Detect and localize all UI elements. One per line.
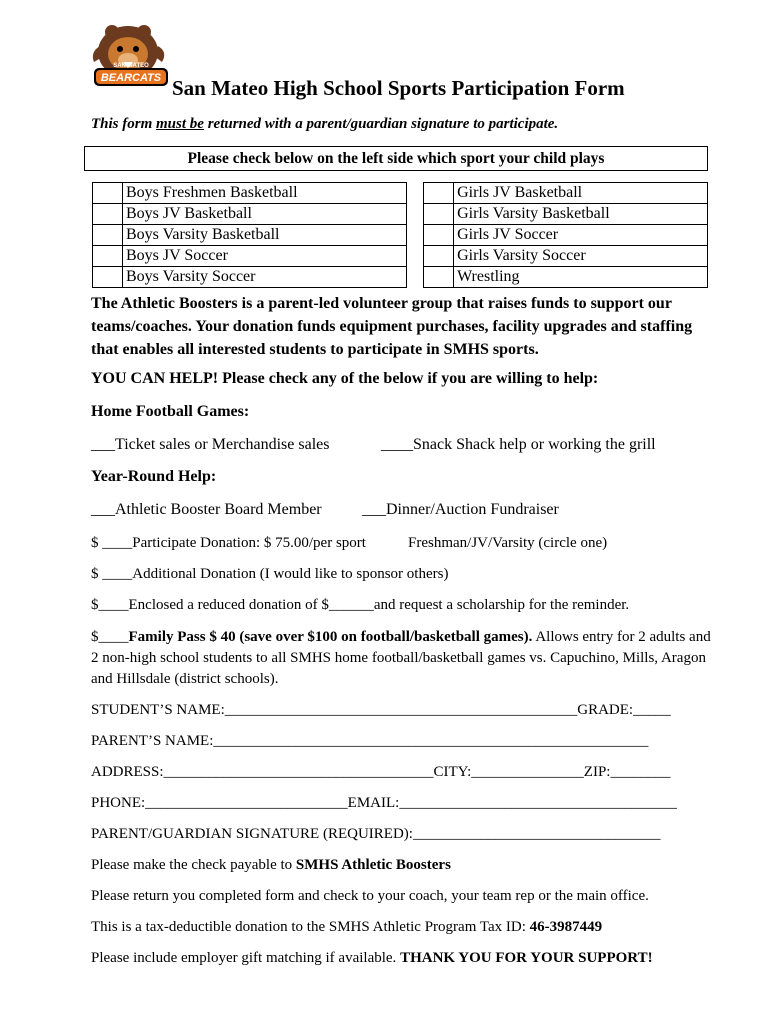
sport-checkbox[interactable] — [424, 204, 454, 225]
sport-checkbox[interactable] — [93, 225, 123, 246]
sport-label: Girls Varsity Soccer — [454, 246, 708, 267]
reduced-donation-line[interactable]: $____Enclosed a reduced donation of $______and request a scholarship for the reminder. — [91, 597, 630, 613]
dinner-auction-option[interactable]: ___Dinner/Auction Fundraiser — [362, 501, 559, 518]
tax-note: This is a tax-deductible donation to the SMHS Athletic Program Tax ID: 46-3987449 — [91, 919, 603, 935]
sport-label: Boys Varsity Soccer — [123, 267, 407, 288]
level-circle-text: Freshman/JV/Varsity (circle one) — [408, 535, 608, 551]
sport-label: Girls JV Soccer — [454, 225, 708, 246]
page-title: San Mateo High School Sports Participation Form — [172, 76, 625, 100]
table-row — [93, 204, 708, 225]
sport-label: Boys Freshmen Basketball — [123, 183, 407, 204]
svg-text:SAN MATEO: SAN MATEO — [113, 63, 149, 69]
home-games-heading: Home Football Games: — [91, 403, 250, 420]
boosters-intro: The Athletic Boosters is a parent-led volunteer group that raises funds to support our teams/coaches. Your donation funds equipment purchases, facility upgrades and staffing that enables all interested students to participate in SMHS sports. — [91, 295, 693, 358]
student-name-field[interactable]: STUDENT’S NAME:_______________________________________________GRADE:_____ — [91, 702, 671, 718]
sport-label: Boys JV Soccer — [123, 246, 407, 267]
sport-checkbox[interactable] — [424, 183, 454, 204]
sport-label: Girls Varsity Basketball — [454, 204, 708, 225]
table-row — [93, 225, 708, 246]
table-row — [93, 267, 708, 288]
payable-note: Please make the check payable to SMHS Athletic Boosters — [91, 857, 451, 873]
sport-label: Boys Varsity Basketball — [123, 225, 407, 246]
parent-name-field[interactable]: PARENT’S NAME:__________________________________________________________ — [91, 733, 649, 749]
sport-label: Wrestling — [454, 267, 708, 288]
svg-text:BEARCATS: BEARCATS — [100, 72, 162, 84]
sport-label: Girls JV Basketball — [454, 183, 708, 204]
signature-notice: This form must be returned with a parent/guardian signature to participate. — [91, 116, 559, 132]
employer-note: Please include employer gift matching if available. THANK YOU FOR YOUR SUPPORT! — [91, 950, 653, 966]
sport-checkbox[interactable] — [424, 267, 454, 288]
signature-field[interactable]: PARENT/GUARDIAN SIGNATURE (REQUIRED):_________________________________ — [91, 826, 661, 842]
snack-shack-option[interactable]: ____Snack Shack help or working the grill — [381, 436, 656, 453]
sport-label: Boys JV Basketball — [123, 204, 407, 225]
sport-checkbox[interactable] — [93, 204, 123, 225]
sport-checkbox[interactable] — [93, 183, 123, 204]
sport-checkbox[interactable] — [424, 225, 454, 246]
sport-checkbox[interactable] — [93, 246, 123, 267]
return-note: Please return you completed form and check to your coach, your team rep or the main office. — [91, 888, 649, 904]
address-field[interactable]: ADDRESS:____________________________________CITY:_______________ZIP:________ — [91, 764, 671, 780]
sport-instruction-box: Please check below on the left side which sport your child plays — [84, 146, 708, 171]
ticket-sales-option[interactable]: ___Ticket sales or Merchandise sales — [91, 436, 330, 453]
bearcat-mascot-logo — [88, 22, 174, 90]
additional-donation-line[interactable]: $ ____Additional Donation (I would like to sponsor others) — [91, 566, 449, 582]
table-row — [93, 246, 708, 267]
participate-donation-line[interactable]: $ ____Participate Donation: $ 75.00/per sport — [91, 535, 366, 551]
sport-checkbox[interactable] — [424, 246, 454, 267]
booster-board-option[interactable]: ___Athletic Booster Board Member — [91, 501, 322, 518]
phone-email-field[interactable]: PHONE:___________________________EMAIL:_____________________________________ — [91, 795, 677, 811]
sport-checkbox[interactable] — [93, 267, 123, 288]
sports-checklist-table — [92, 182, 708, 288]
help-heading: YOU CAN HELP! Please check any of the below if you are willing to help: — [91, 370, 599, 387]
family-pass-line[interactable]: $____Family Pass $ 40 (save over $100 on football/basketball games). Allows entry for 2 adults and 2 non-high school students to all SMHS home football/basketball games vs. Capuchino, Mills, Aragon and Hillsdale (district schools). — [91, 629, 711, 687]
table-row — [93, 183, 708, 204]
year-round-heading: Year-Round Help: — [91, 468, 217, 485]
